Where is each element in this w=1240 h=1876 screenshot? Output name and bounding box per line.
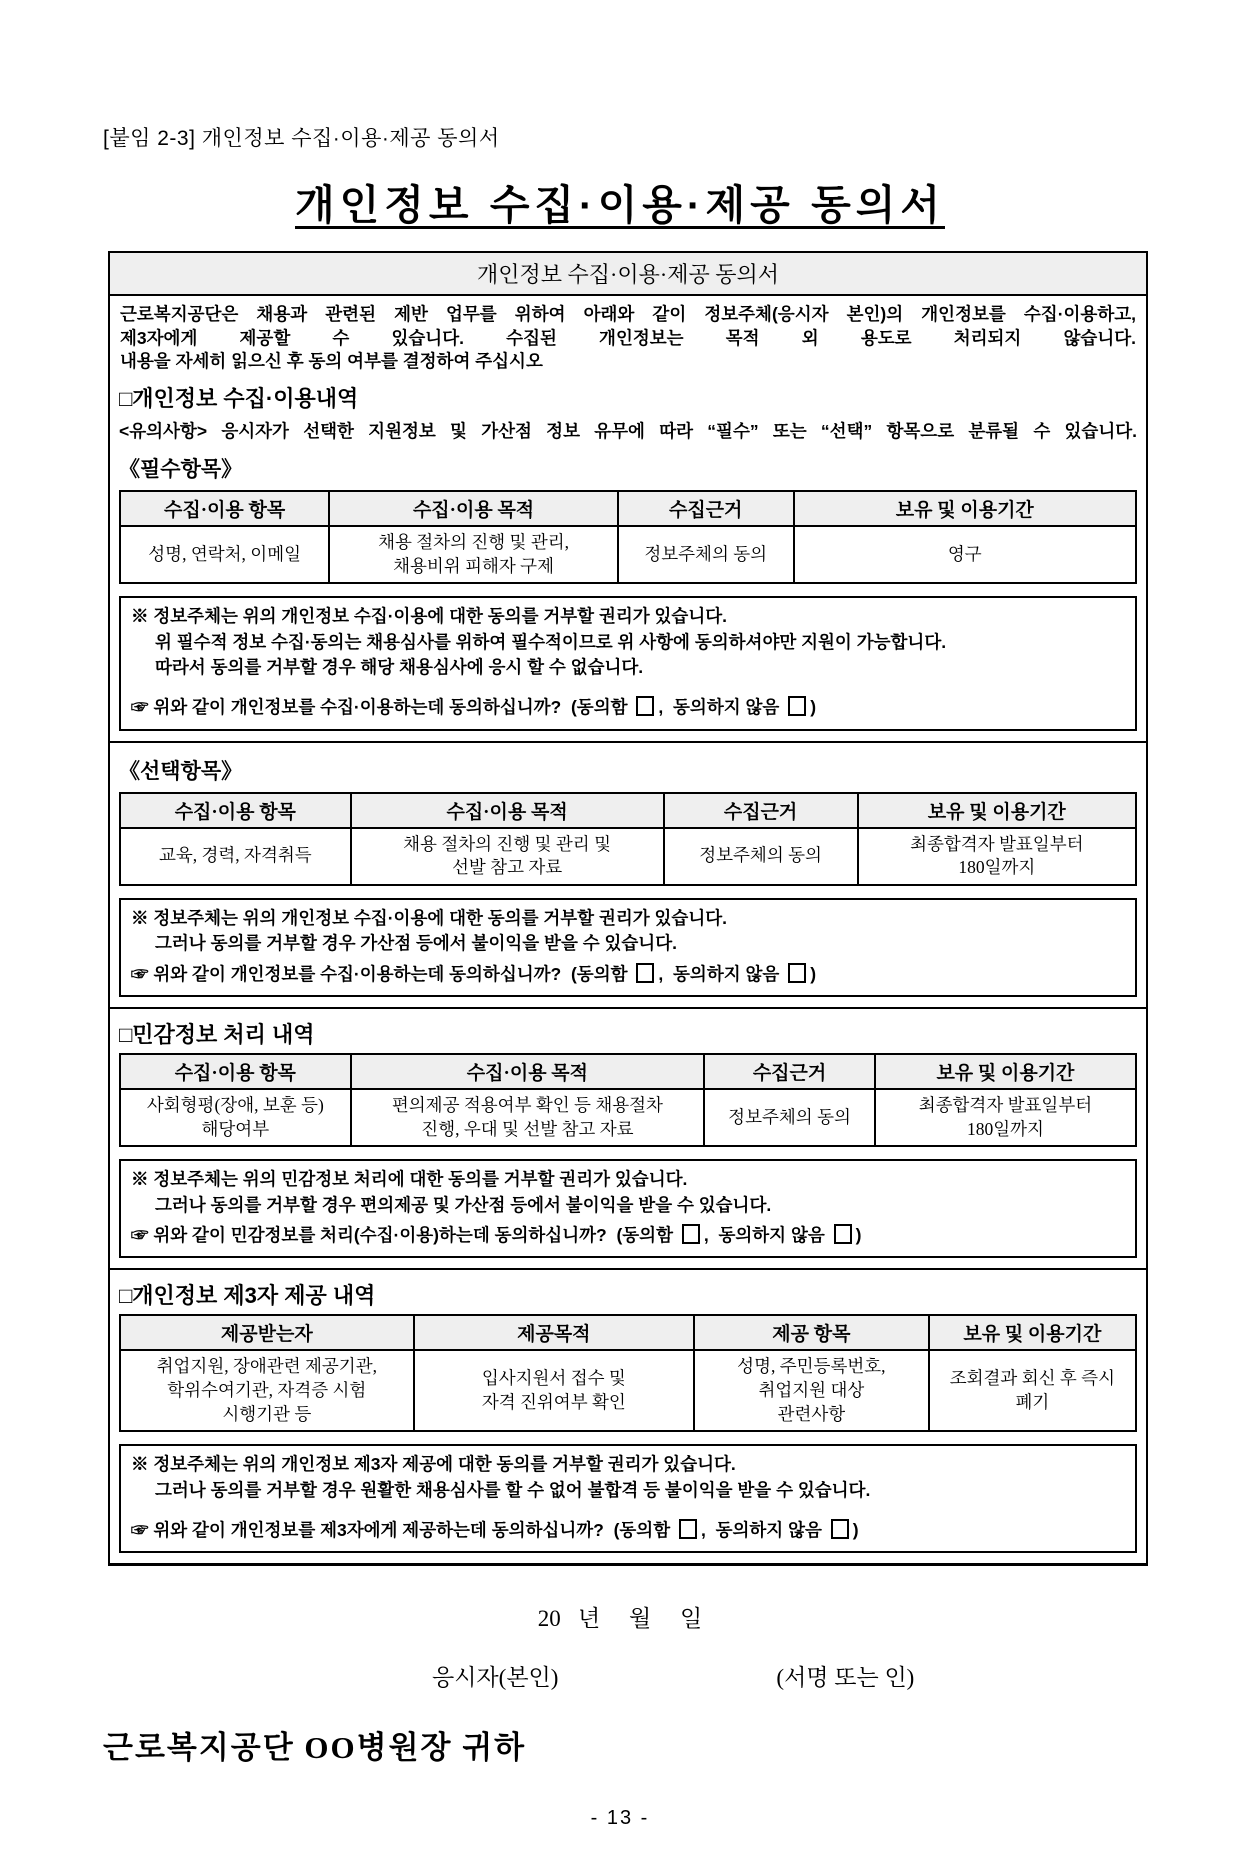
required-items-label: 《필수항목》 bbox=[119, 457, 243, 481]
cell-purpose: 채용 절차의 진행 및 관리 및 선발 참고 자료 bbox=[351, 828, 664, 885]
agree-checkbox[interactable] bbox=[682, 1224, 700, 1244]
consent-question: ☞ 위와 같이 개인정보를 제3자에게 제공하는데 동의하십니까? bbox=[131, 1520, 604, 1540]
consent-question: ☞ 위와 같이 개인정보를 수집·이용하는데 동의하십니까? bbox=[131, 697, 562, 718]
notice-line: ※ 정보주체는 위의 개인정보 제3자 제공에 대한 동의를 거부할 권리가 있습니다. bbox=[131, 1454, 736, 1475]
close-paren: ) bbox=[852, 1520, 859, 1540]
notice-required bbox=[119, 596, 1137, 731]
section-third-party bbox=[110, 1268, 1146, 1563]
cell-item: 사회형평(장애, 보훈 등) 해당여부 bbox=[120, 1089, 351, 1146]
signature-row bbox=[0, 1659, 1240, 1692]
col-header-basis: 수집근거 bbox=[618, 491, 794, 526]
caution-note: <유의사항> 응시자가 선택한 지원정보 및 가산점 정보 유무에 따라 “필수” 또는 “선택” 항목으로 분류될 수 있습니다. bbox=[119, 420, 1137, 441]
notice-line: 그러나 동의를 거부할 경우 편의제공 및 가산점 등에서 불이익을 받을 수 있습니다. bbox=[155, 1194, 772, 1215]
optional-items-label: 《선택항목》 bbox=[119, 759, 243, 783]
disagree-label: 동의하지 않음 bbox=[715, 1520, 822, 1540]
col-header-basis: 수집근거 bbox=[704, 1054, 875, 1089]
section-heading-third-party: □개인정보 제3자 제공 내역 bbox=[119, 1283, 376, 1309]
third-party-table bbox=[119, 1314, 1137, 1432]
col-header-item: 수집·이용 항목 bbox=[120, 1054, 351, 1089]
col-header-purpose: 수집·이용 목적 bbox=[351, 793, 664, 828]
section-optional-items bbox=[110, 741, 1146, 1007]
disagree-checkbox[interactable] bbox=[831, 1519, 849, 1539]
agree-checkbox[interactable] bbox=[679, 1519, 697, 1539]
col-header-retention: 보유 및 이용기간 bbox=[875, 1054, 1136, 1089]
cell-basis: 정보주체의 동의 bbox=[618, 526, 794, 583]
disagree-checkbox[interactable] bbox=[788, 963, 806, 983]
cell-retention: 조회결과 회신 후 즉시 폐기 bbox=[929, 1350, 1136, 1431]
notice-line: 그러나 동의를 거부할 경우 가산점 등에서 불이익을 받을 수 있습니다. bbox=[155, 933, 677, 954]
col-header-item: 수집·이용 항목 bbox=[120, 491, 329, 526]
notice-sensitive bbox=[119, 1159, 1137, 1258]
cell-basis: 정보주체의 동의 bbox=[664, 828, 858, 885]
consent-line-third-party bbox=[131, 1518, 1125, 1543]
table-row bbox=[120, 1089, 1136, 1146]
notice-third-party bbox=[119, 1444, 1137, 1553]
notice-line: ※ 정보주체는 위의 개인정보 수집·이용에 대한 동의를 거부할 권리가 있습니다. bbox=[131, 606, 728, 627]
consent-question: ☞ 위와 같이 민감정보를 처리(수집·이용)하는데 동의하십니까? bbox=[131, 1225, 607, 1245]
separator: , bbox=[700, 1520, 706, 1540]
cell-basis: 정보주체의 동의 bbox=[704, 1089, 875, 1146]
separator: , bbox=[703, 1225, 709, 1245]
notice-line: 위 필수적 정보 수집·동의는 채용심사를 위하여 필수적이므로 위 사항에 동의하셔야만 지원이 가능합니다. bbox=[155, 631, 947, 652]
disagree-label: 동의하지 않음 bbox=[673, 697, 780, 718]
notice-line: ※ 정보주체는 위의 개인정보 수집·이용에 대한 동의를 거부할 권리가 있습니다. bbox=[131, 907, 728, 928]
notice-optional bbox=[119, 898, 1137, 997]
cell-item: 교육, 경력, 자격취득 bbox=[120, 828, 351, 885]
col-header-recipient: 제공받는자 bbox=[120, 1315, 414, 1350]
intro-line: 제3자에게 제공할 수 있습니다. 수집된 개인정보는 목적 외 용도로 처리되지 않습니다. bbox=[120, 327, 1136, 348]
table-row bbox=[120, 828, 1136, 885]
cell-retention: 최종합격자 발표일부터 180일까지 bbox=[875, 1089, 1136, 1146]
cell-item: 성명, 연락처, 이메일 bbox=[120, 526, 329, 583]
date-line: 20 년 월 일 bbox=[537, 1606, 703, 1632]
separator: , bbox=[658, 963, 664, 984]
applicant-label: 응시자(본인) bbox=[432, 1665, 559, 1691]
disagree-label: 동의하지 않음 bbox=[718, 1225, 825, 1245]
attachment-label: [붙임 2-3] 개인정보 수집·이용·제공 동의서 bbox=[103, 127, 500, 150]
col-header-retention: 보유 및 이용기간 bbox=[858, 793, 1136, 828]
consent-line-required bbox=[131, 695, 1125, 720]
sensitive-info-table bbox=[119, 1053, 1137, 1147]
col-header-item: 수집·이용 항목 bbox=[120, 793, 351, 828]
close-paren: ) bbox=[810, 697, 817, 718]
section-collection-use bbox=[110, 296, 1146, 741]
cell-purpose: 채용 절차의 진행 및 관리, 채용비위 피해자 구제 bbox=[329, 526, 618, 583]
cell-purpose: 편의제공 적용여부 확인 등 채용절차 진행, 우대 및 선발 참고 자료 bbox=[351, 1089, 705, 1146]
cell-recipient: 취업지원, 장애관련 제공기관, 학위수여기관, 자격증 시험 시행기관 등 bbox=[120, 1350, 414, 1431]
col-header-purpose: 제공목적 bbox=[414, 1315, 694, 1350]
agree-checkbox[interactable] bbox=[636, 696, 654, 716]
intro-paragraph bbox=[119, 298, 1137, 375]
agree-label: (동의함 bbox=[570, 963, 628, 984]
col-header-purpose: 수집·이용 목적 bbox=[329, 491, 618, 526]
agree-label: (동의함 bbox=[616, 1225, 673, 1245]
page-number: - 13 - bbox=[590, 1807, 650, 1830]
consent-form-box bbox=[108, 251, 1148, 1566]
col-header-basis: 수집근거 bbox=[664, 793, 858, 828]
agree-label: (동의함 bbox=[570, 697, 628, 718]
recipient-line: 근로복지공단 OO병원장 귀하 bbox=[103, 1730, 527, 1766]
disagree-checkbox[interactable] bbox=[834, 1224, 852, 1244]
disagree-checkbox[interactable] bbox=[788, 696, 806, 716]
agree-label: (동의함 bbox=[613, 1520, 671, 1540]
intro-line: 근로복지공단은 채용과 관련된 제반 업무를 위하여 아래와 같이 정보주체(응시자 본인)의 개인정보를 수집·이용하고, bbox=[120, 304, 1136, 324]
close-paren: ) bbox=[810, 963, 817, 984]
cell-retention: 최종합격자 발표일부터 180일까지 bbox=[858, 828, 1136, 885]
sign-or-seal-hint: (서명 또는 인) bbox=[776, 1665, 915, 1691]
notice-line: ※ 정보주체는 위의 민감정보 처리에 대한 동의를 거부할 권리가 있습니다. bbox=[131, 1169, 688, 1190]
optional-items-table bbox=[119, 792, 1137, 886]
cell-items: 성명, 주민등록번호, 취업지원 대상 관련사항 bbox=[694, 1350, 929, 1431]
notice-line: 그러나 동의를 거부할 경우 원활한 채용심사를 할 수 없어 불합격 등 불이익을 받을 수 있습니다. bbox=[155, 1479, 871, 1500]
document-title bbox=[0, 172, 1240, 231]
section-sensitive-info bbox=[110, 1007, 1146, 1268]
document-page bbox=[0, 122, 1240, 1830]
section-heading-collection: □개인정보 수집·이용내역 bbox=[119, 385, 359, 411]
col-header-items: 제공 항목 bbox=[694, 1315, 929, 1350]
required-items-table bbox=[119, 490, 1137, 584]
consent-question: ☞ 위와 같이 개인정보를 수집·이용하는데 동의하십니까? bbox=[131, 963, 562, 984]
form-header-title: 개인정보 수집·이용·제공 동의서 bbox=[110, 253, 1146, 296]
cell-purpose: 입사지원서 접수 및 자격 진위여부 확인 bbox=[414, 1350, 694, 1431]
table-row bbox=[120, 526, 1136, 583]
disagree-label: 동의하지 않음 bbox=[673, 963, 780, 984]
section-heading-sensitive: □민감정보 처리 내역 bbox=[119, 1022, 315, 1047]
notice-line: 따라서 동의를 거부할 경우 해당 채용심사에 응시 할 수 없습니다. bbox=[155, 656, 644, 677]
col-header-purpose: 수집·이용 목적 bbox=[351, 1054, 705, 1089]
col-header-retention: 보유 및 이용기간 bbox=[794, 491, 1136, 526]
consent-line-optional bbox=[131, 962, 1125, 987]
agree-checkbox[interactable] bbox=[636, 963, 654, 983]
document-title-text: 개인정보 수집·이용·제공 동의서 bbox=[295, 182, 945, 228]
consent-line-sensitive bbox=[131, 1223, 1125, 1248]
col-header-retention: 보유 및 이용기간 bbox=[929, 1315, 1136, 1350]
cell-retention: 영구 bbox=[794, 526, 1136, 583]
separator: , bbox=[658, 697, 664, 718]
close-paren: ) bbox=[855, 1225, 862, 1245]
intro-line: 내용을 자세히 읽으신 후 동의 여부를 결정하여 주십시오 bbox=[120, 351, 543, 372]
table-row bbox=[120, 1350, 1136, 1431]
